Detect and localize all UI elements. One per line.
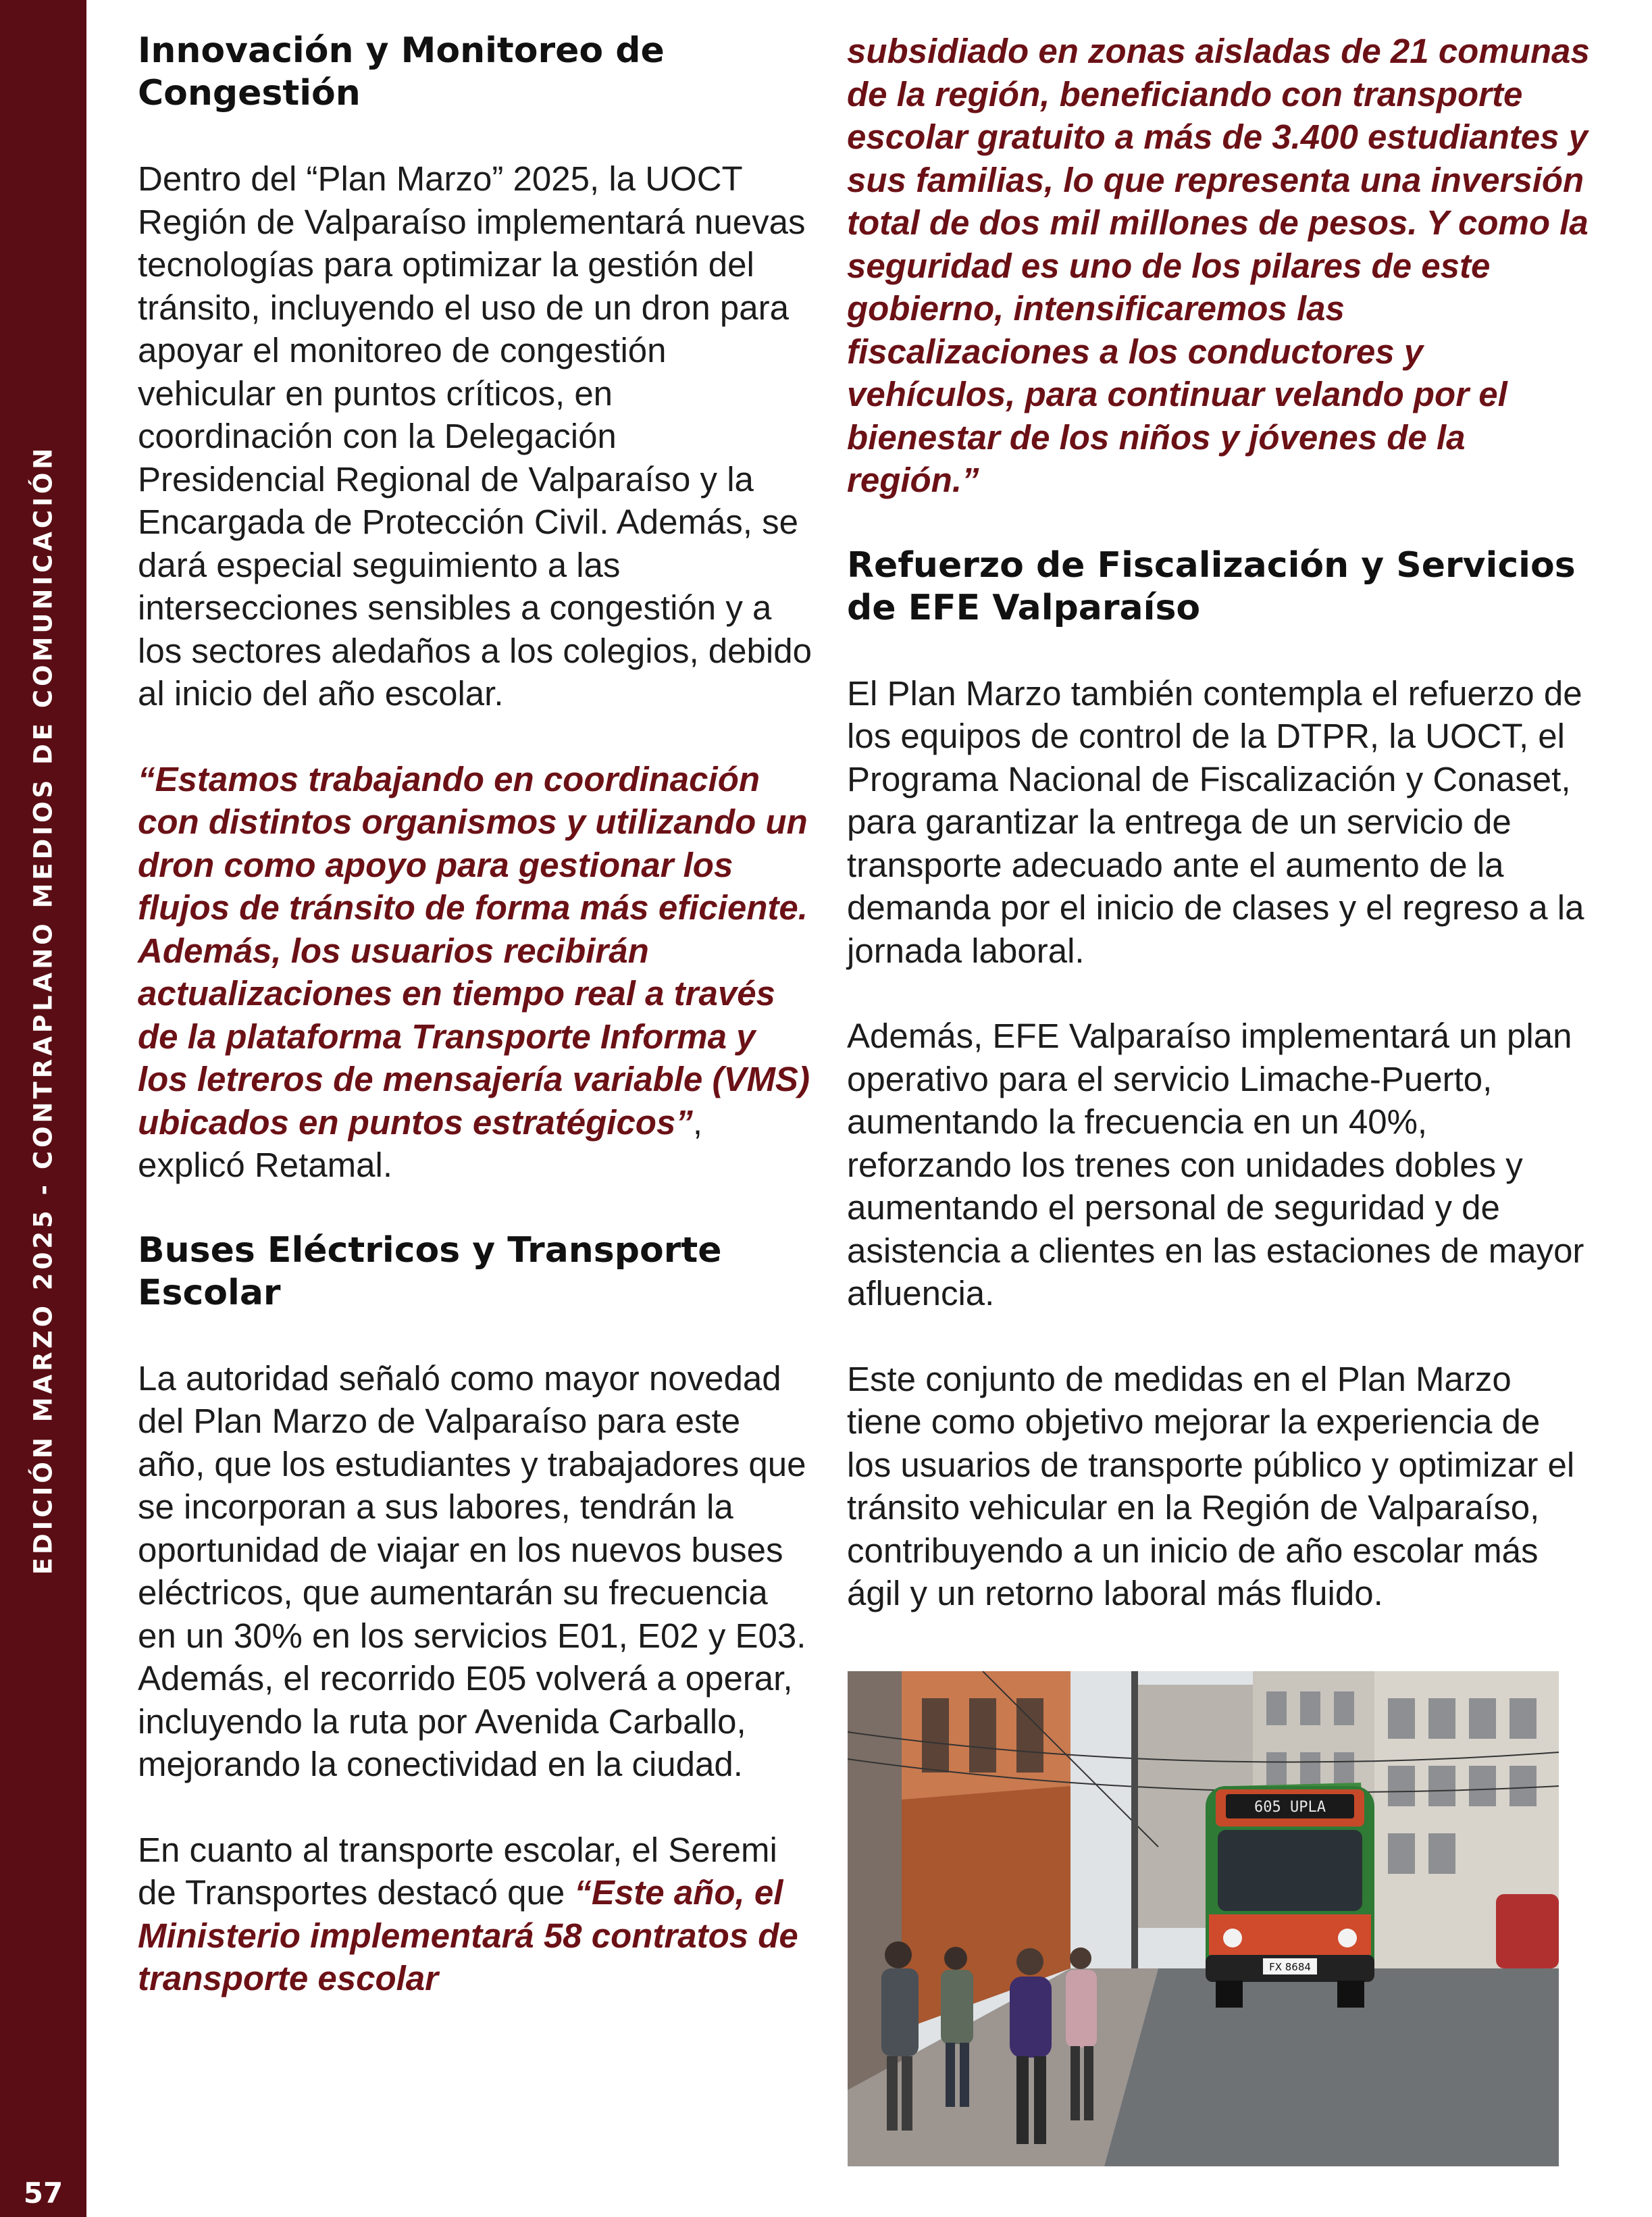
street-bus-photo (848, 1671, 1559, 2166)
quote-retamal-attribution: , explicó Retamal. (138, 1102, 702, 1184)
sidebar-edition-label: EDICIÓN MARZO 2025 - CONTRAPLANO MEDIOS DE COMUNICACIÓN (28, 444, 58, 1575)
quote-seremi-continued: subsidiado en zonas aisladas de 21 comunas de la región, beneficiando con transporte escolar gratuito a más de 3.400 estudiantes y sus familias, lo que representa una inversión total de dos mil millones de pesos. Y como la seguridad es uno de los pilares de este gobierno, intensificaremos las fiscalizaciones a los conductores y vehículos, para continuar velando por el bienestar de los niños y jóvenes de la región.” (847, 32, 1590, 499)
heading-innovacion: Innovación y Monitoreo de Congestión (138, 30, 665, 113)
heading-buses: Buses Eléctricos y Transporte Escolar (138, 1229, 722, 1313)
paragraph-conclusion: Este conjunto de medidas en el Plan Marzo tiene como objetivo mejorar la experiencia de los usuarios de transporte público y optimizar el tránsito vehicular en la Región de Valparaíso, contribuyendo a un inicio de año escolar más ágil y un retorno laboral más fluido. (847, 1359, 1575, 1612)
quote-seremi-start: “Este año, el Ministerio implementará 58 contratos de transporte escolar (138, 1873, 798, 1997)
right-column (847, 30, 1590, 1615)
bus (1206, 1783, 1374, 2008)
quote-retamal (138, 758, 813, 1187)
paragraph-efe: Además, EFE Valparaíso implementará un plan operativo para el servicio Limache-Puerto, aumentando la frecuencia en un 40%, reforzando los trenes con unidades dobles y aumentando el personal de seguridad y de asistencia a clientes en las estaciones de mayor afluencia. (847, 1017, 1584, 1313)
paragraph-innovacion: Dentro del “Plan Marzo” 2025, la UOCT Región de Valparaíso implementará nuevas tecnologías para optimizar la gestión del tránsito, incluyendo el uso de un dron para apoyar el monitoreo de congestión vehicular en puntos críticos, en coordinación con la Delegación Presidencial Regional de Valparaíso y la Encargada de Protección Civil. Además, se dará especial seguimiento a las intersecciones sensibles a congestión y a los sectores aledaños a los colegios, debido al inicio del año escolar. (138, 159, 812, 713)
quote-retamal-text: “Estamos trabajando en coordinación con distintos organismos y utilizando un dron como apoyo para gestionar los flujos de tránsito de forma más eficiente. Además, los usuarios recibirán actualizaciones en tiempo real a través de la plataforma Transporte Informa y los letreros de mensajería variable (VMS) ubicados en puntos estratégicos” (138, 759, 810, 1142)
street-bus-illustration (848, 1671, 1559, 2166)
left-column (138, 30, 813, 2000)
page-number: 57 (23, 2176, 63, 2210)
sidebar-band (0, 0, 86, 2217)
paragraph-buses: La autoridad señaló como mayor novedad del Plan Marzo de Valparaíso para este año, que los estudiantes y trabajadores que se incorporan a sus labores, tendrán la oportunidad de viajar en los nuevos buses eléctricos, que aumentarán su frecuencia en un 30% en los servicios E01, E02 y E03. Además, el recorrido E05 volverá a operar, incluyendo la ruta por Avenida Carballo, mejorando la conectividad en la ciudad. (138, 1358, 806, 1783)
paragraph-transporte-escolar-lead: En cuanto al transporte escolar, el Seremi de Transportes destacó que (138, 1830, 777, 1912)
paragraph-fiscalizacion: El Plan Marzo también contempla el refuerzo de los equipos de control de la DTPR, la UOCT, el Programa Nacional de Fiscalización y Conaset, para garantizar la entrega de un servicio de transporte adecuado ante el aumento de la demanda por el inicio de clases y el regreso a la jornada laboral. (847, 673, 1584, 970)
bus-license-plate: FX 8684 (1269, 1961, 1311, 1973)
paragraph-transporte-escolar (138, 1829, 813, 2000)
bus-destination-sign: 605 UPLA (1254, 1799, 1326, 1816)
heading-fiscalizacion: Refuerzo de Fiscalización y Servicios de EFE Valparaíso (847, 544, 1576, 628)
